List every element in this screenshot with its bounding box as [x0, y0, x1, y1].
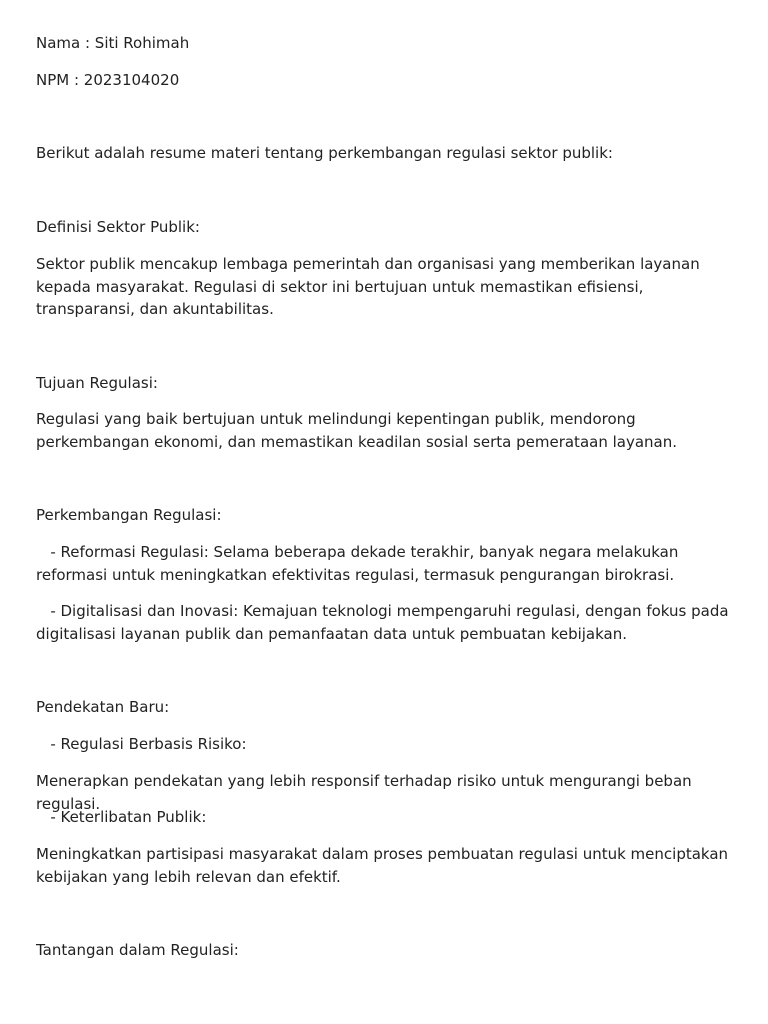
npm-line: NPM : 2023104020 — [36, 71, 180, 89]
intro-paragraph: Berikut adalah resume materi tentang perkembangan regulasi sektor publik: — [36, 144, 613, 162]
perkembangan-item-reformasi: - Reformasi Regulasi: Selama beberapa dekade terakhir, banyak negara melakukan reformasi untuk meningkatkan efektivitas regulasi, termasuk pengurangan birokrasi. — [36, 543, 684, 584]
tujuan-body: Regulasi yang baik bertujuan untuk melindungi kepentingan publik, mendorong perkembangan ekonomi, dan memastikan keadilan sosial serta pemerataan layanan. — [36, 410, 678, 451]
pendekatan-item1-body: Menerapkan pendekatan yang lebih responsif terhadap risiko untuk mengurangi beban regulasi. — [36, 772, 697, 813]
name-line: Nama : Siti Rohimah — [36, 34, 190, 52]
perkembangan-item-digitalisasi: - Digitalisasi dan Inovasi: Kemajuan teknologi mempengaruhi regulasi, dengan fokus pada digitalisasi layanan publik dan pemanfaatan data untuk pembuatan kebijakan. — [36, 602, 734, 643]
pendekatan-item2-title: - Keterlibatan Publik: — [36, 808, 207, 826]
tujuan-heading: Tujuan Regulasi: — [36, 374, 158, 392]
definisi-heading: Definisi Sektor Publik: — [36, 218, 200, 236]
definisi-body: Sektor publik mencakup lembaga pemerintah dan organisasi yang memberikan layanan kepada masyarakat. Regulasi di sektor ini bertujuan untuk memastikan efisiensi, transparansi, dan akuntabilitas. — [36, 255, 705, 318]
pendekatan-item1-title: - Regulasi Berbasis Risiko: — [36, 735, 247, 753]
perkembangan-heading: Perkembangan Regulasi: — [36, 506, 222, 524]
tantangan-heading: Tantangan dalam Regulasi: — [36, 941, 239, 959]
pendekatan-item2-body: Meningkatkan partisipasi masyarakat dalam proses pembuatan regulasi untuk menciptakan kebijakan yang lebih relevan dan efektif. — [36, 845, 733, 886]
pendekatan-heading: Pendekatan Baru: — [36, 698, 170, 716]
